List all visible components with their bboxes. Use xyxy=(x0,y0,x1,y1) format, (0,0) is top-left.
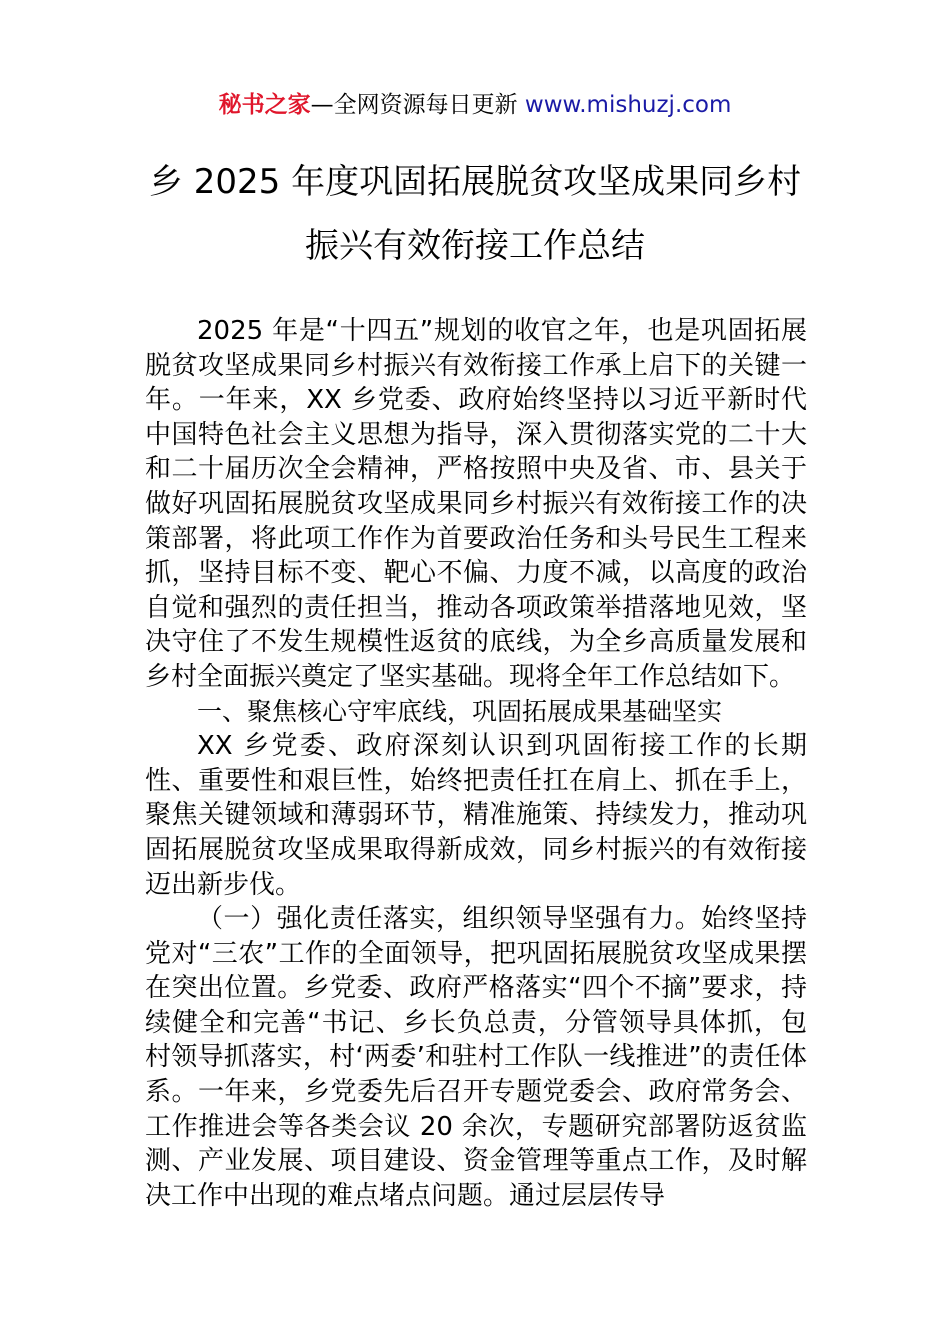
section-heading-1: 一、聚焦核心守牢底线，巩固拓展成果基础坚实 xyxy=(197,696,723,726)
site-url-link[interactable]: www.mishuzj.com xyxy=(524,92,732,118)
site-tagline: —全网资源每日更新 xyxy=(310,92,518,118)
title-line-1: 乡 2025 年度巩固拓展脱贫攻坚成果同乡村 xyxy=(148,162,802,202)
document-title xyxy=(120,150,830,278)
section-1-paragraph: XX 乡党委、政府深刻认识到巩固衔接工作的长期性、重要性和艰巨性，始终把责任扛在肩上、抓在手上，聚焦关键领域和薄弱环节，精准施策、持续发力，推动巩固拓展脱贫攻坚成果取得新成效，同乡村振兴的有效衔接迈出新步伐。 xyxy=(145,731,807,900)
subsection-1-paragraph: （一）强化责任落实，组织领导坚强有力。始终坚持党对“三农”工作的全面领导，把巩固拓展脱贫攻坚成果摆在突出位置。乡党委、政府严格落实“四个不摘”要求，持续健全和完善“书记、乡长负总责，分管领导具体抓，包村领导抓落实，村‘两委’和驻村工作队一线推进”的责任体系。一年来，乡党委先后召开专题党委会、政府常务会、工作推进会等各类会议 20 余次，专题研究部署防返贫监测、产业发展、项目建设、资金管理等重点工作，及时解决工作中出现的难点堵点问题。通过层层传导 xyxy=(145,904,807,1211)
intro-paragraph: 2025 年是“十四五”规划的收官之年，也是巩固拓展脱贫攻坚成果同乡村振兴有效衔接工作承上启下的关键一年。一年来，XX 乡党委、政府始终坚持以习近平新时代中国特色社会主义思想为指导，深入贯彻落实党的二十大和二十届历次全会精神，严格按照中央及省、市、县关于做好巩固拓展脱贫攻坚成果同乡村振兴有效衔接工作的决策部署，将此项工作作为首要政治任务和头号民生工程来抓，坚持目标不变、靶心不偏、力度不减，以高度的政治自觉和强烈的责任担当，推动各项政策举措落地见效，坚决守住了不发生规模性返贫的底线，为全乡高质量发展和乡村全面振兴奠定了坚实基础。现将全年工作总结如下。 xyxy=(145,316,807,692)
site-header xyxy=(0,88,950,122)
title-line-2: 振兴有效衔接工作总结 xyxy=(305,226,645,266)
site-brand[interactable]: 秘书之家 xyxy=(218,92,311,118)
document-body xyxy=(145,314,807,1213)
